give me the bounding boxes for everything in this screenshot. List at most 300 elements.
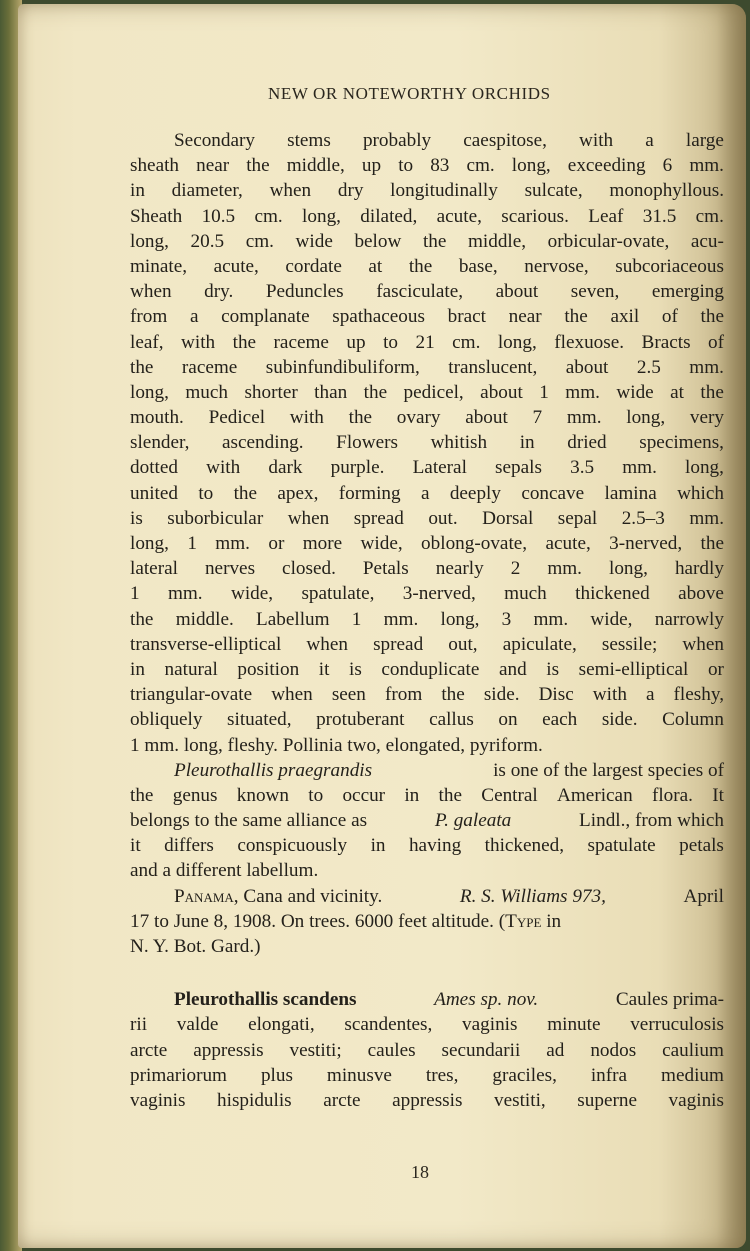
word: stems xyxy=(287,130,331,151)
word: natural xyxy=(164,658,218,680)
word: to xyxy=(308,784,324,806)
word: 3 xyxy=(501,608,512,630)
word: a xyxy=(645,130,654,151)
word: cm. xyxy=(452,331,481,353)
word: sepal xyxy=(557,507,598,529)
word: 2.5 xyxy=(636,356,661,378)
text-line: and a different labellum. xyxy=(130,860,319,882)
word: complanate xyxy=(221,306,310,328)
word: long, xyxy=(497,331,537,353)
text-line xyxy=(130,1038,724,1063)
word: vaginis xyxy=(668,1089,724,1111)
word: the xyxy=(246,155,270,177)
word: when xyxy=(271,684,313,706)
word: nervose, xyxy=(524,255,589,277)
discussion-paragraph xyxy=(130,758,724,884)
word: below xyxy=(354,230,402,252)
word: tres, xyxy=(425,1064,459,1086)
word: when xyxy=(287,507,330,529)
word: and xyxy=(498,658,527,680)
word: dried xyxy=(567,432,607,454)
word: Disc xyxy=(538,684,574,706)
text-line xyxy=(130,581,724,606)
word: emerging xyxy=(651,281,724,303)
word: mm. xyxy=(689,507,724,529)
word: 1 xyxy=(351,608,362,630)
word: mm. xyxy=(689,356,724,378)
word: 31.5 xyxy=(642,205,677,227)
word: secundarii xyxy=(441,1039,521,1061)
word: of xyxy=(708,331,724,353)
word: Labellum xyxy=(256,608,330,630)
word: about xyxy=(565,356,609,378)
word: hispidulis xyxy=(217,1089,292,1111)
text-segment: Caules prima- xyxy=(615,989,724,1011)
text-line xyxy=(130,783,724,808)
word: to xyxy=(398,155,414,177)
word: dotted xyxy=(130,457,178,479)
word: vestiti, xyxy=(494,1089,546,1111)
word: the xyxy=(700,306,724,328)
text-line xyxy=(130,531,724,556)
word: probably xyxy=(362,130,432,151)
text-segment: belongs to the same alliance as xyxy=(130,810,368,832)
specimen-citation xyxy=(130,884,724,960)
word: the xyxy=(233,482,258,504)
word: mm. xyxy=(167,583,203,605)
word: up xyxy=(361,155,382,177)
word: the xyxy=(438,784,462,806)
word: spathaceous xyxy=(332,306,425,328)
word: in xyxy=(370,835,386,857)
word: petals xyxy=(679,835,724,857)
new-species-paragraph xyxy=(130,987,724,1113)
word: purple. xyxy=(330,457,385,479)
word: near xyxy=(508,306,542,328)
word: verruculosis xyxy=(630,1014,724,1036)
word: Leaf xyxy=(588,205,624,227)
new-species-name: Pleurothallis scandens xyxy=(174,989,357,1011)
word: middle. xyxy=(175,608,234,630)
word: the xyxy=(130,356,154,378)
word: minate, xyxy=(130,255,188,277)
word: from xyxy=(130,306,168,328)
text-line xyxy=(130,405,724,430)
word: sepals xyxy=(495,457,542,479)
word: the xyxy=(232,331,257,353)
word: vestiti; xyxy=(289,1039,342,1061)
word: mm. xyxy=(533,608,569,630)
word: shorter xyxy=(244,381,298,403)
text-line xyxy=(130,682,724,707)
word: ascending. xyxy=(222,432,304,454)
text-line xyxy=(130,229,724,254)
word: with xyxy=(206,457,241,479)
word: diameter, xyxy=(171,180,243,202)
word: 83 xyxy=(430,155,450,177)
word: Bracts xyxy=(641,331,691,353)
text-line xyxy=(130,380,724,405)
word: which xyxy=(677,482,724,504)
word: acute, xyxy=(436,205,482,227)
word: with xyxy=(289,407,324,429)
word: mm. xyxy=(547,558,582,580)
text-line xyxy=(130,355,724,380)
text-line xyxy=(130,204,724,229)
word: is xyxy=(348,658,362,680)
word: it xyxy=(130,835,141,857)
text-segment: 17 to June 8, 1908. On trees. 6000 feet altitude. ( xyxy=(130,910,506,932)
word: orbicular-ovate, xyxy=(547,230,670,252)
text-line: 1 mm. long, fleshy. Pollinia two, elongated, pyriform. xyxy=(130,734,543,756)
word: seen xyxy=(331,684,366,706)
word: superne xyxy=(577,1089,637,1111)
word: long, xyxy=(302,205,341,227)
word: a xyxy=(420,482,430,504)
word: mm. xyxy=(215,533,250,554)
word: out, xyxy=(448,633,478,655)
word: mouth. xyxy=(130,407,184,429)
latin-diagnosis xyxy=(130,1012,724,1113)
word: 2.5–3 xyxy=(621,507,665,529)
word: caespitose, xyxy=(463,130,547,151)
word: 1 xyxy=(187,533,197,554)
text-segment: April xyxy=(683,885,724,907)
page-number: 18 xyxy=(411,1162,429,1182)
word: with xyxy=(592,684,627,706)
word: specimens, xyxy=(639,432,724,454)
word: when xyxy=(306,633,348,655)
word: Pedicel xyxy=(208,407,266,429)
word: sessile; xyxy=(601,633,658,655)
word: 1 xyxy=(539,381,549,403)
word: thickened, xyxy=(484,835,565,857)
word: in xyxy=(404,784,420,806)
text-line xyxy=(130,884,724,909)
word: cm. xyxy=(245,230,274,252)
text-block xyxy=(130,128,724,1113)
word: exceeding xyxy=(567,155,646,177)
text-line xyxy=(130,128,724,153)
text-line xyxy=(130,1088,724,1113)
word: genus xyxy=(172,784,218,806)
text-segment: Lindl., from which xyxy=(579,810,724,832)
word: the xyxy=(130,784,154,806)
word: when xyxy=(682,633,724,655)
word: wide, xyxy=(230,583,274,605)
word: or xyxy=(707,658,724,680)
word: monophyllous. xyxy=(609,180,724,202)
word: triangular-ovate xyxy=(130,684,253,706)
word: axil xyxy=(610,306,640,328)
word: acute, xyxy=(213,255,259,277)
word: in xyxy=(130,180,145,202)
word: mm. xyxy=(689,155,724,177)
word: Peduncles xyxy=(265,281,344,303)
text-line xyxy=(130,1012,724,1037)
word: of xyxy=(661,306,678,328)
word: apex, xyxy=(277,482,319,504)
word: long, xyxy=(130,533,169,554)
text-line: N. Y. Bot. Gard.) xyxy=(130,936,261,957)
word: Petals xyxy=(362,558,409,580)
word: 1 xyxy=(130,583,140,605)
text-line xyxy=(130,506,724,531)
word: sulcate, xyxy=(524,180,583,202)
word: 6 xyxy=(662,155,673,177)
word: cm. xyxy=(695,205,724,227)
word: united xyxy=(130,482,178,504)
word: whitish xyxy=(430,432,488,454)
word: the xyxy=(408,255,433,277)
word: obliquely xyxy=(130,709,203,731)
word: long, xyxy=(626,407,666,429)
word: arcte xyxy=(323,1089,361,1111)
locality xyxy=(174,884,382,909)
word: the xyxy=(348,407,373,429)
word: ad xyxy=(546,1039,565,1061)
text-line xyxy=(130,987,724,1012)
text-line xyxy=(130,758,724,783)
collector: R. S. Williams 973, xyxy=(459,885,606,907)
text-segment: in xyxy=(546,910,562,932)
word: spatulate, xyxy=(301,583,375,605)
word: fasciculate, xyxy=(376,281,464,303)
word: wide, xyxy=(590,608,633,630)
word: appressis xyxy=(392,1089,463,1111)
word: 7 xyxy=(532,407,543,429)
word: than xyxy=(314,381,348,403)
word: when xyxy=(130,281,172,303)
species-name: P. galeata xyxy=(434,810,512,832)
text-line xyxy=(130,481,724,506)
word: much xyxy=(185,381,228,403)
text-line xyxy=(130,455,724,480)
word: caulium xyxy=(662,1039,724,1061)
word: fleshy, xyxy=(673,684,724,706)
word: the xyxy=(564,306,588,328)
word: very xyxy=(689,407,724,429)
text-line xyxy=(130,304,724,329)
word: 3-nerved, xyxy=(402,583,476,605)
word: the xyxy=(700,381,724,403)
word: to xyxy=(198,482,214,504)
word: 3.5 xyxy=(570,457,595,479)
word: slender, xyxy=(130,432,190,454)
word: dilated, xyxy=(360,205,418,227)
text-line xyxy=(130,657,724,682)
word: a xyxy=(645,684,655,706)
word: minusve xyxy=(326,1064,392,1086)
word: arcte xyxy=(130,1039,168,1061)
word: large xyxy=(685,130,724,151)
word: near xyxy=(196,155,230,177)
word: Flowers xyxy=(336,432,398,454)
word: Lateral xyxy=(412,457,467,479)
word: or xyxy=(268,533,285,554)
word: semi-elliptical xyxy=(578,658,689,680)
word: up xyxy=(346,331,366,353)
word: bract xyxy=(447,306,486,328)
word: pedicel, xyxy=(403,381,464,403)
word: scarious. xyxy=(501,205,569,227)
word: raceme xyxy=(181,356,238,378)
word: lateral xyxy=(130,558,178,580)
word: lamina xyxy=(604,482,657,504)
word: Secondary xyxy=(174,130,255,151)
word: nerves xyxy=(204,558,256,580)
word: rii xyxy=(130,1014,148,1036)
word: thickened xyxy=(575,583,650,605)
word: seven, xyxy=(570,281,620,303)
text-line xyxy=(130,833,724,858)
word: when xyxy=(269,180,312,202)
word: from xyxy=(384,684,423,706)
word: protuberant xyxy=(316,709,405,731)
species-description xyxy=(130,128,724,758)
section-gap xyxy=(130,959,724,987)
word: long, xyxy=(609,558,648,580)
word: conspicuously xyxy=(237,835,348,857)
word: spread xyxy=(353,507,404,529)
word: differs xyxy=(164,835,214,857)
text-segment xyxy=(130,909,561,934)
word: with xyxy=(579,130,614,151)
word: spatulate xyxy=(587,835,656,857)
word: about xyxy=(480,381,523,403)
word: vaginis xyxy=(130,1089,186,1111)
word: much xyxy=(504,583,547,605)
word: sheath xyxy=(130,155,180,177)
running-head: NEW OR NOTEWORTHY ORCHIDS xyxy=(268,84,551,103)
text-line xyxy=(130,330,724,355)
word: the xyxy=(422,230,447,252)
word: leaf, xyxy=(130,331,164,353)
word: cm. xyxy=(254,205,283,227)
word: long, xyxy=(685,457,724,479)
word: long, xyxy=(440,608,480,630)
word: transverse-elliptical xyxy=(130,633,282,655)
word: flexuose. xyxy=(554,331,625,353)
word: subcoriaceous xyxy=(615,255,724,277)
text-segment: is one of the largest species of xyxy=(493,759,724,781)
word: scandentes, xyxy=(344,1014,433,1036)
word: known xyxy=(236,784,289,806)
text-line xyxy=(130,808,724,833)
word: wide, xyxy=(360,533,403,554)
word: conduplicate xyxy=(381,658,480,680)
locality-name: Panama xyxy=(174,885,234,907)
word: cm. xyxy=(466,155,495,177)
word: with xyxy=(181,331,216,353)
word: acu- xyxy=(690,230,724,252)
word: each xyxy=(542,709,578,731)
word: Sheath xyxy=(130,205,183,227)
word: narrowly xyxy=(654,608,724,630)
word: appressis xyxy=(193,1039,264,1061)
word: Column xyxy=(662,709,724,731)
word: to xyxy=(383,331,398,353)
word: mm. xyxy=(565,381,600,403)
word: middle, xyxy=(286,155,345,177)
word: above xyxy=(678,583,724,605)
word: the xyxy=(700,533,724,554)
text-line xyxy=(130,153,724,178)
word: ovary xyxy=(396,407,441,429)
word: subinfundibuliform, xyxy=(265,356,420,378)
word: long, xyxy=(130,230,169,252)
word: it xyxy=(318,658,330,680)
word: at xyxy=(670,381,684,403)
word: 10.5 xyxy=(201,205,236,227)
word: long, xyxy=(511,155,551,177)
word: nodos xyxy=(590,1039,637,1061)
word: the xyxy=(130,608,154,630)
authority: Ames sp. nov. xyxy=(434,989,539,1011)
word: dry xyxy=(337,180,364,202)
word: plus xyxy=(260,1064,293,1086)
text-line xyxy=(130,607,724,632)
word: middle, xyxy=(467,230,527,252)
text-segment: , Cana and vicinity. xyxy=(233,885,383,907)
text-line xyxy=(130,430,724,455)
word: a xyxy=(189,306,199,328)
word: nearly xyxy=(435,558,484,580)
word: suborbicular xyxy=(167,507,264,529)
word: side. xyxy=(601,709,638,731)
word: 21 xyxy=(415,331,435,353)
word: translucent, xyxy=(448,356,538,378)
word: in xyxy=(519,432,535,454)
word: is xyxy=(546,658,560,680)
text-line xyxy=(130,909,724,934)
word: having xyxy=(408,835,462,857)
word: in xyxy=(130,658,145,680)
word: wide xyxy=(295,230,333,252)
word: cordate xyxy=(285,255,342,277)
text-line xyxy=(130,279,724,304)
word: deeply xyxy=(449,482,501,504)
word: Dorsal xyxy=(482,507,534,529)
word: is xyxy=(130,507,143,529)
word: oblong-ovate, xyxy=(421,533,528,554)
word: vaginis xyxy=(462,1014,518,1036)
word: concave xyxy=(521,482,585,504)
word: 2 xyxy=(510,558,521,580)
word: situated, xyxy=(227,709,292,731)
word: out. xyxy=(428,507,458,529)
word: medium xyxy=(661,1064,724,1086)
word: 20.5 xyxy=(190,230,225,252)
text-line xyxy=(130,707,724,732)
word: wide xyxy=(616,381,654,403)
text-line xyxy=(130,1063,724,1088)
word: elongati, xyxy=(248,1014,315,1036)
word: at xyxy=(368,255,383,277)
word: about xyxy=(495,281,539,303)
word: caules xyxy=(367,1039,416,1061)
text-line xyxy=(130,254,724,279)
word: flora. xyxy=(651,784,693,806)
word: the xyxy=(363,381,388,403)
word: long, xyxy=(130,381,169,403)
word: Central xyxy=(481,784,538,806)
word: American xyxy=(557,784,633,806)
word: apiculate, xyxy=(502,633,577,655)
word: raceme xyxy=(273,331,329,353)
word: minute xyxy=(547,1014,601,1036)
text-line xyxy=(130,178,724,203)
